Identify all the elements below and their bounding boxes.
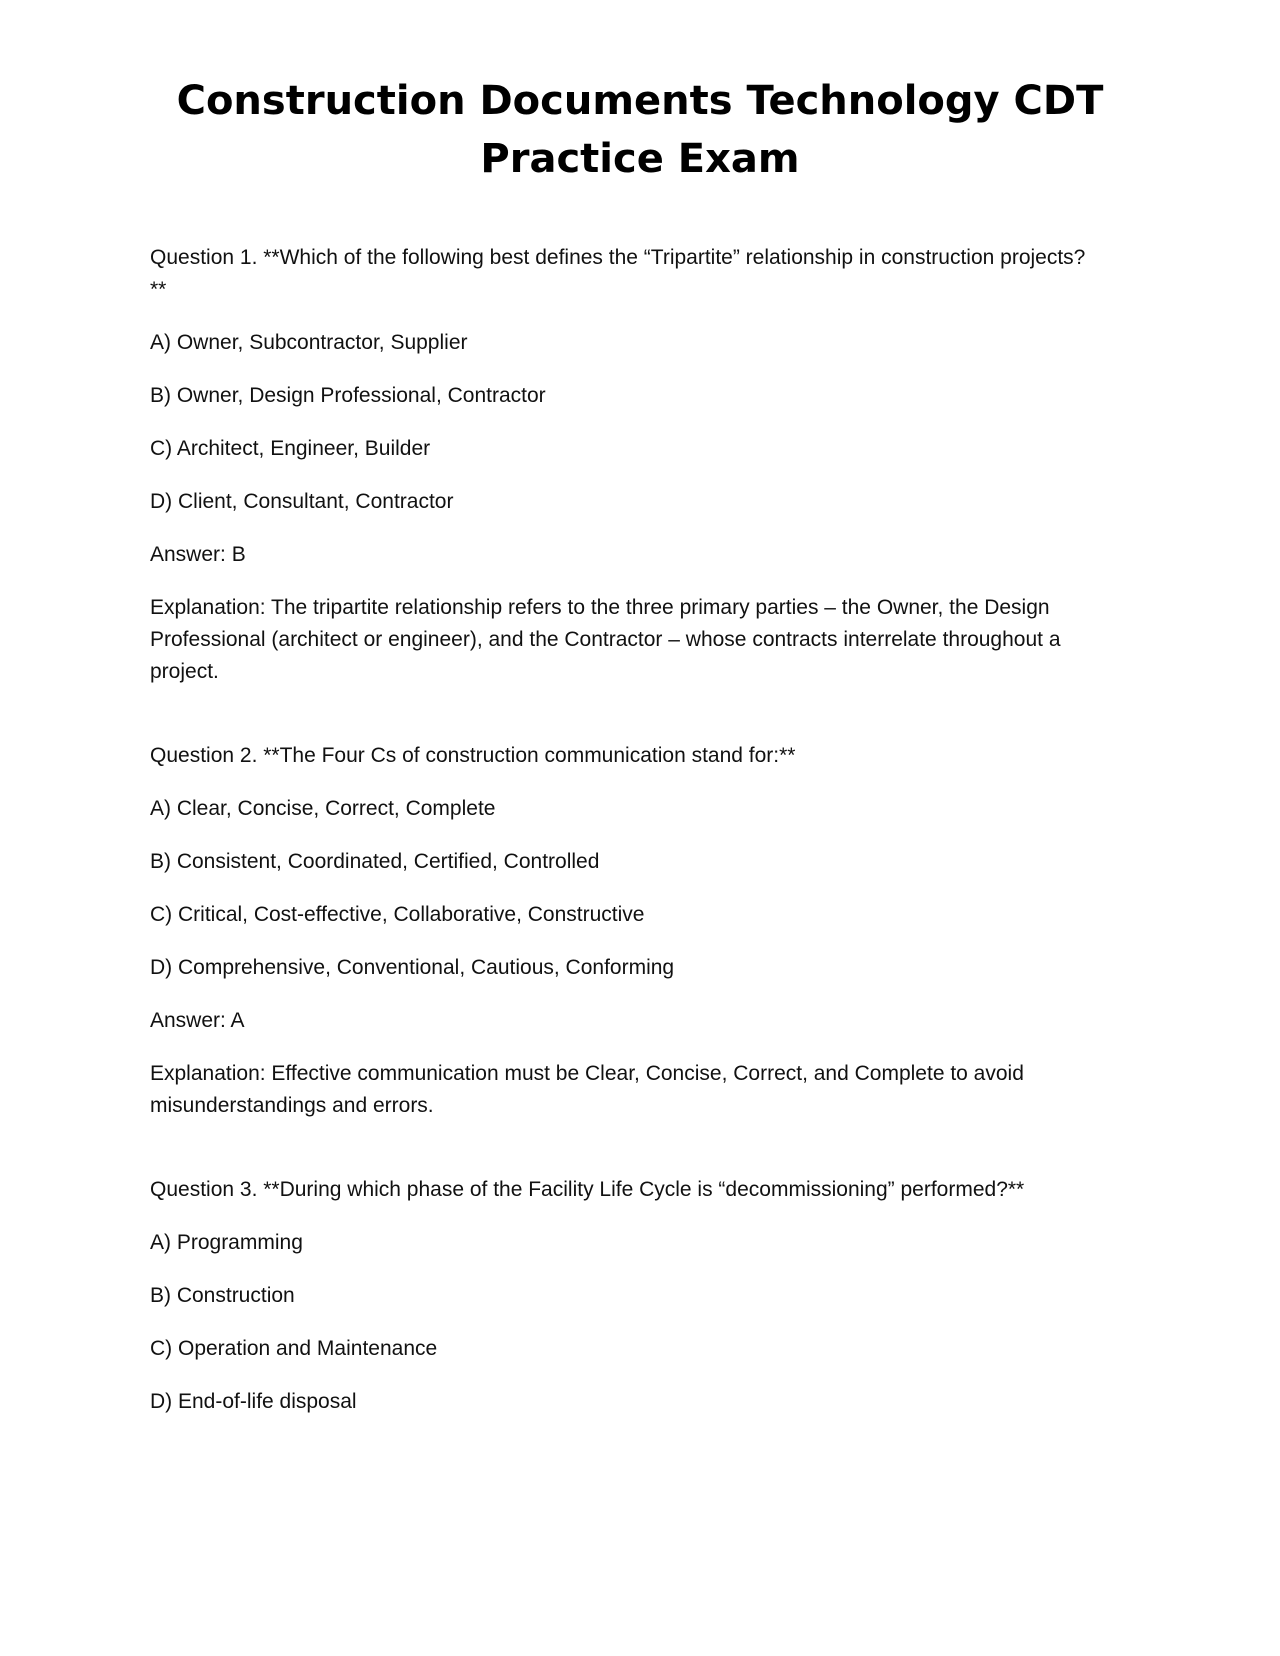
explanation-text: Explanation: The tripartite relationship refers to the three primary parties – the Owner, the Design Professional (architect or engineer), and the Contractor – whose contracts interrelate throughout a project. [150,596,1061,683]
answer-option-c: C) Architect, Engineer, Builder [150,437,431,460]
question-block-1 [150,242,1090,688]
exam-content [150,242,1090,1439]
answer-option-b: B) Consistent, Coordinated, Certified, Controlled [150,850,600,873]
question-text: Question 3. **During which phase of the Facility Life Cycle is “decommissioning” performed?** [150,1178,1025,1201]
answer-key: Answer: B [150,543,246,566]
answer-option-a: A) Clear, Concise, Correct, Complete [150,797,496,820]
answer-option-b: B) Owner, Design Professional, Contractor [150,384,546,407]
question-block-3 [150,1174,1090,1418]
question-text: Question 1. **Which of the following best defines the “Tripartite” relationship in construction projects?** [150,246,1086,301]
question-block-2 [150,740,1090,1122]
answer-option-d: D) End-of-life disposal [150,1390,357,1413]
section-spacer [150,688,1090,740]
answer-option-d: D) Client, Consultant, Contractor [150,490,454,513]
answer-option-a: A) Programming [150,1231,303,1254]
answer-option-d: D) Comprehensive, Conventional, Cautious, Conforming [150,956,675,979]
question-text: Question 2. **The Four Cs of construction communication stand for:** [150,744,796,767]
answer-option-c: C) Operation and Maintenance [150,1337,438,1360]
answer-option-b: B) Construction [150,1284,295,1307]
answer-key: Answer: A [150,1009,245,1032]
section-spacer [150,1122,1090,1174]
document-title: Construction Documents Technology CDT Practice Exam [176,78,1104,182]
answer-option-a: A) Owner, Subcontractor, Supplier [150,331,468,354]
answer-option-c: C) Critical, Cost-effective, Collaborative, Constructive [150,903,645,926]
explanation-text: Explanation: Effective communication must be Clear, Concise, Correct, and Complete to avoid misunderstandings and errors. [150,1062,1024,1117]
